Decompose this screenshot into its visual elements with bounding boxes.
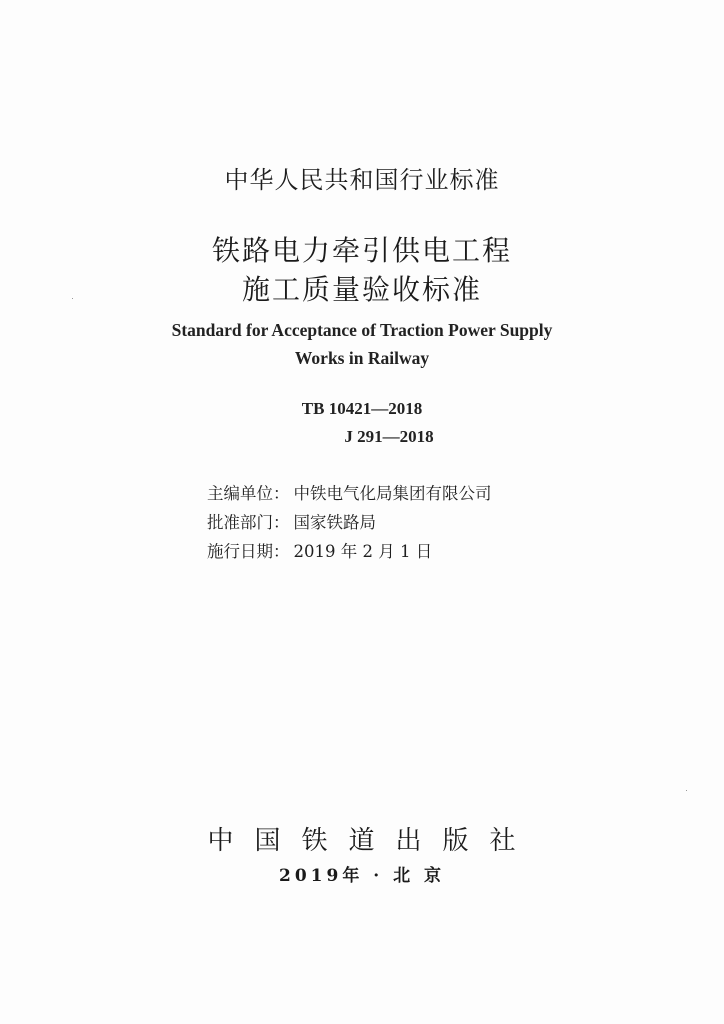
- info-row-approval-dept: [207, 509, 376, 533]
- info-row-editor: [207, 480, 492, 504]
- info-row-effective-date: [207, 538, 432, 562]
- standard-code-tb: TB 10421—2018: [301, 399, 423, 418]
- info-label: 施行日期：: [207, 542, 290, 561]
- info-value: 国家铁路局: [293, 513, 376, 532]
- standard-code-j: J 291—2018: [344, 427, 434, 446]
- chinese-title-line-2: 施工质量验收标准: [241, 273, 482, 306]
- publish-year-place: 2019年 · 北 京: [279, 866, 445, 886]
- standard-category-header: 中华人民共和国行业标准: [224, 166, 500, 194]
- info-label: 主编单位：: [207, 484, 290, 503]
- info-value: 2019 年 2 月 1 日: [293, 542, 433, 561]
- scan-speck: [686, 790, 687, 791]
- publisher-name: 中国铁道出版社: [207, 826, 537, 856]
- scan-speck: [72, 298, 73, 299]
- info-value: 中铁电气化局集团有限公司: [293, 484, 492, 503]
- english-title-line-1: Standard for Acceptance of Traction Power Supply: [171, 320, 553, 340]
- english-title-line-2: Works in Railway: [294, 348, 430, 368]
- info-label: 批准部门：: [207, 513, 290, 532]
- chinese-title-line-1: 铁路电力牵引供电工程: [211, 234, 512, 267]
